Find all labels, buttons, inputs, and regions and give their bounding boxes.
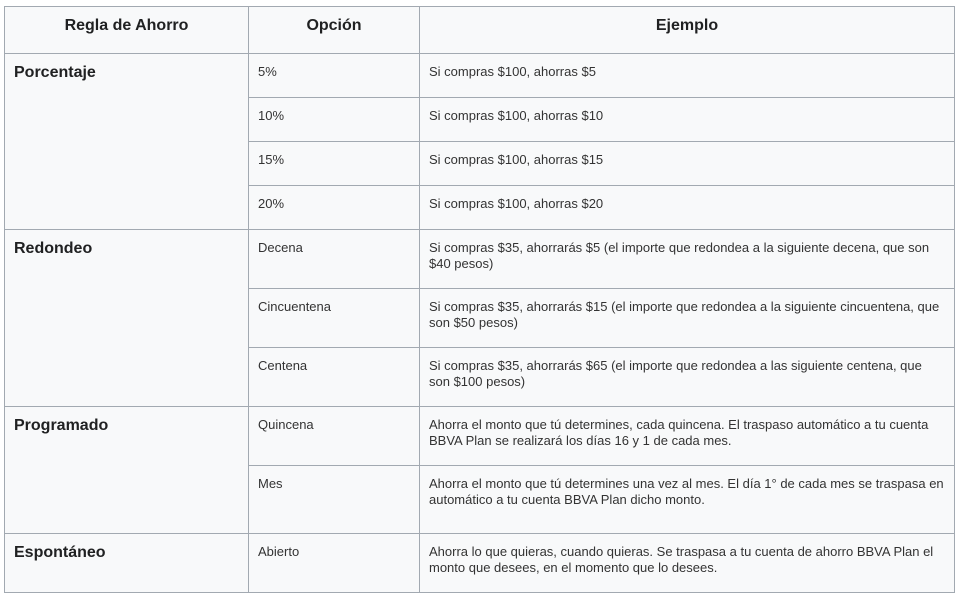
- header-option: Opción: [249, 7, 420, 54]
- option-cell: 5%: [249, 54, 420, 98]
- option-cell: Mes: [249, 466, 420, 534]
- header-rule: Regla de Ahorro: [5, 7, 249, 54]
- table-row: [5, 534, 955, 593]
- rule-cell-redondeo: Redondeo: [5, 230, 249, 407]
- option-cell: Decena: [249, 230, 420, 289]
- option-cell: Quincena: [249, 407, 420, 466]
- savings-rules-table: [4, 6, 955, 593]
- example-cell: Si compras $35, ahorrarás $65 (el importe que redondea a las siguiente centena, que son $100 pesos): [420, 348, 955, 407]
- example-cell: Si compras $35, ahorrarás $15 (el importe que redondea a la siguiente cincuentena, que son $50 pesos): [420, 289, 955, 348]
- option-cell: Centena: [249, 348, 420, 407]
- table-row: [5, 54, 955, 98]
- option-cell: 15%: [249, 142, 420, 186]
- example-cell: Si compras $35, ahorrarás $5 (el importe que redondea a la siguiente decena, que son $40 pesos): [420, 230, 955, 289]
- example-cell: Si compras $100, ahorras $15: [420, 142, 955, 186]
- option-cell: Cincuentena: [249, 289, 420, 348]
- option-cell: 10%: [249, 98, 420, 142]
- example-cell: Ahorra el monto que tú determines, cada quincena. El traspaso automático a tu cuenta BBVA Plan se realizará los días 16 y 1 de cada mes.: [420, 407, 955, 466]
- example-cell: Si compras $100, ahorras $10: [420, 98, 955, 142]
- example-cell: Si compras $100, ahorras $5: [420, 54, 955, 98]
- table-row: [5, 407, 955, 466]
- rule-cell-espontaneo: Espontáneo: [5, 534, 249, 593]
- table-header-row: [5, 7, 955, 54]
- rule-cell-programado: Programado: [5, 407, 249, 534]
- table-row: [5, 230, 955, 289]
- option-cell: Abierto: [249, 534, 420, 593]
- example-cell: Ahorra el monto que tú determines una vez al mes. El día 1° de cada mes se traspasa en automático a tu cuenta BBVA Plan dicho monto.: [420, 466, 955, 534]
- example-cell: Si compras $100, ahorras $20: [420, 186, 955, 230]
- option-cell: 20%: [249, 186, 420, 230]
- header-example: Ejemplo: [420, 7, 955, 54]
- rule-cell-porcentaje: Porcentaje: [5, 54, 249, 230]
- example-cell: Ahorra lo que quieras, cuando quieras. Se traspasa a tu cuenta de ahorro BBVA Plan el monto que desees, en el momento que lo desees.: [420, 534, 955, 593]
